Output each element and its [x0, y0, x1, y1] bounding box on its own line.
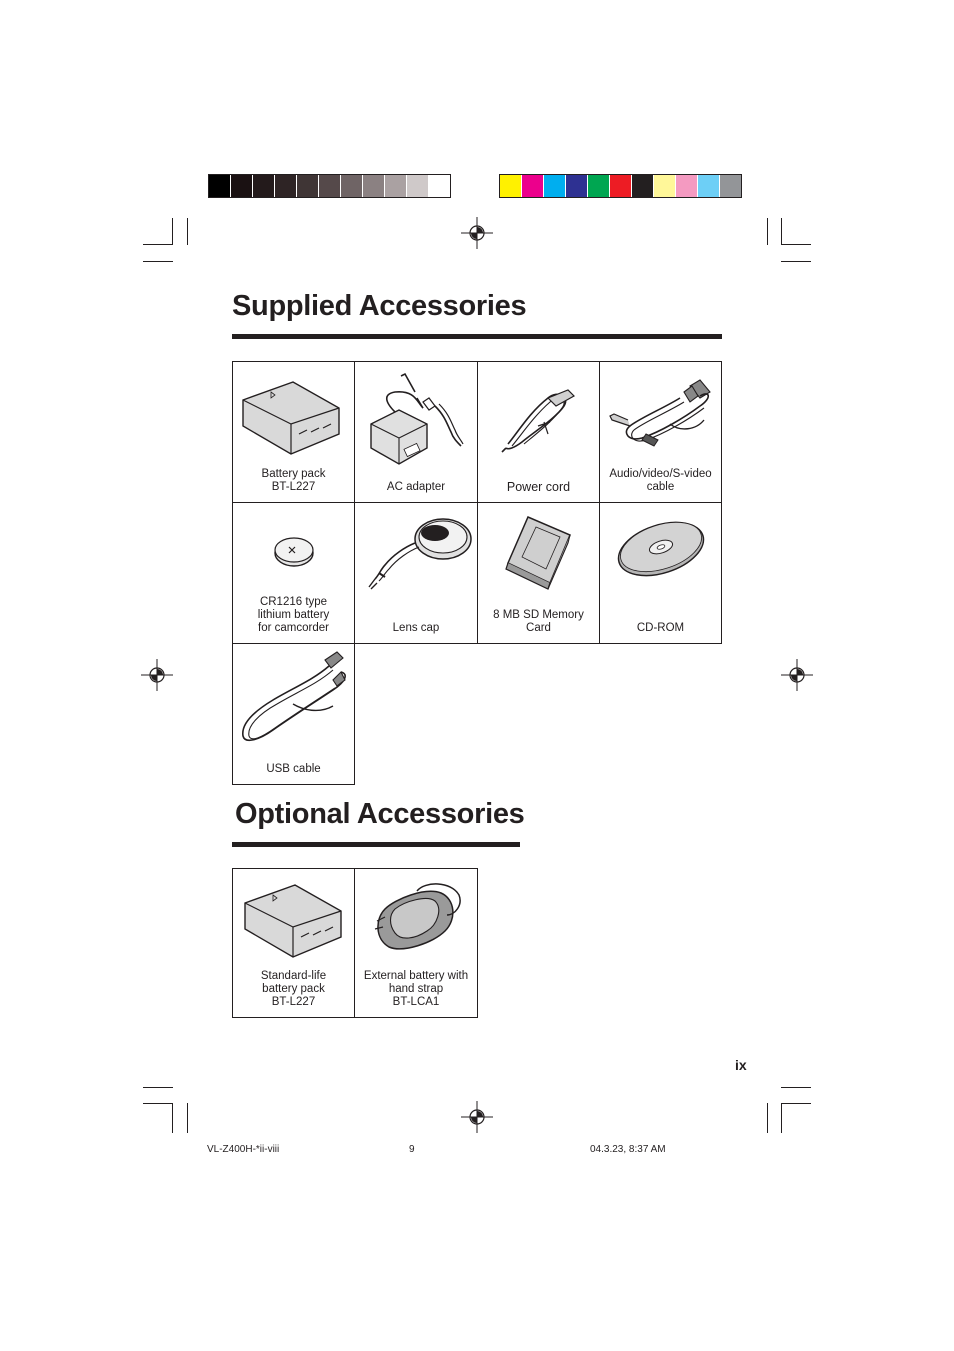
page-number: ix [735, 1057, 747, 1073]
color-swatch [632, 175, 654, 197]
battery-pack-icon [233, 362, 355, 462]
supplied-accessories-heading: Supplied Accessories [232, 290, 527, 322]
color-swatch [676, 175, 698, 197]
heading-rule [232, 334, 722, 339]
crop-mark [781, 1103, 811, 1104]
supplied-accessories-grid [232, 361, 722, 785]
crop-mark [172, 1103, 173, 1133]
crop-mark [143, 261, 173, 262]
lens-cap-icon [355, 503, 477, 603]
accessory-caption: 8 MB SD Memory Card [493, 609, 584, 634]
battery-pack-icon [233, 869, 355, 969]
usb-cable-icon [233, 644, 355, 754]
lithium-coin-battery-icon [233, 503, 355, 593]
color-swatch [209, 175, 231, 197]
accessory-cell-power-cord [478, 361, 600, 503]
color-swatch [341, 175, 363, 197]
crop-mark [143, 1103, 173, 1104]
accessory-caption: External battery with hand strap BT-LCA1 [363, 970, 469, 1008]
crop-mark [187, 218, 188, 245]
accessory-caption: Battery pack BT-L227 [261, 468, 326, 493]
footer-page: 9 [409, 1144, 415, 1155]
registration-mark-icon [461, 1101, 493, 1133]
process-color-bar [499, 174, 742, 198]
accessory-caption: CR1216 type lithium battery for camcorder [257, 596, 330, 634]
crop-mark [767, 1103, 768, 1133]
optional-accessories-grid [232, 868, 478, 1018]
color-swatch [363, 175, 385, 197]
footer-timestamp: 04.3.23, 8:37 AM [590, 1144, 666, 1155]
color-swatch [698, 175, 720, 197]
crop-mark [767, 218, 768, 245]
accessory-caption: Standard-life battery pack BT-L227 [260, 970, 327, 1008]
accessory-cell-usb-cable [232, 644, 355, 785]
color-swatch [407, 175, 429, 197]
crop-mark [143, 1087, 173, 1088]
crop-mark [781, 1103, 782, 1133]
registration-mark-icon [141, 659, 173, 691]
color-swatch [610, 175, 632, 197]
color-swatch [429, 175, 450, 197]
crop-mark [781, 261, 811, 262]
crop-mark [143, 244, 173, 245]
color-swatch [500, 175, 522, 197]
audio-video-cable-icon [600, 362, 722, 462]
accessory-caption: USB cable [266, 763, 321, 775]
footer-file-name: VL-Z400H-*ii-viii [207, 1144, 280, 1155]
color-swatch [231, 175, 253, 197]
color-swatch [319, 175, 341, 197]
ac-adapter-icon [355, 362, 477, 472]
crop-mark [781, 218, 782, 245]
accessory-cell-lens-cap [355, 503, 478, 644]
accessory-cell-cd-rom [600, 503, 722, 644]
accessory-caption: CD-ROM [636, 622, 685, 634]
crop-mark [187, 1103, 188, 1133]
accessory-caption: Power cord [506, 480, 571, 494]
color-swatch [275, 175, 297, 197]
accessory-cell-battery-pack [232, 361, 355, 503]
color-swatch [522, 175, 544, 197]
external-battery-icon [355, 869, 477, 969]
heading-rule [232, 842, 520, 847]
accessory-cell-ac-adapter [355, 361, 478, 503]
crop-mark [781, 244, 811, 245]
color-swatch [385, 175, 407, 197]
accessory-caption: AC adapter [386, 481, 446, 493]
crop-mark [781, 1087, 811, 1088]
color-swatch [720, 175, 741, 197]
color-swatch [253, 175, 275, 197]
sd-memory-card-icon [478, 503, 600, 603]
registration-mark-icon [781, 659, 813, 691]
cd-rom-icon [600, 503, 722, 603]
accessory-cell-lithium-battery [232, 503, 355, 644]
color-swatch [654, 175, 676, 197]
power-cord-icon [478, 362, 600, 462]
accessory-caption: Audio/video/S-video cable [609, 468, 712, 493]
grayscale-color-bar [208, 174, 451, 198]
accessory-cell-av-cable [600, 361, 722, 503]
crop-mark [172, 218, 173, 245]
color-swatch [544, 175, 566, 197]
optional-accessories-heading: Optional Accessories [235, 798, 525, 830]
accessory-caption: Lens cap [392, 622, 440, 634]
color-swatch [297, 175, 319, 197]
accessory-cell-standard-battery [232, 868, 355, 1018]
color-swatch [566, 175, 588, 197]
color-swatch [588, 175, 610, 197]
accessory-cell-external-battery [355, 868, 478, 1018]
registration-mark-icon [461, 217, 493, 249]
accessory-cell-sd-card [478, 503, 600, 644]
